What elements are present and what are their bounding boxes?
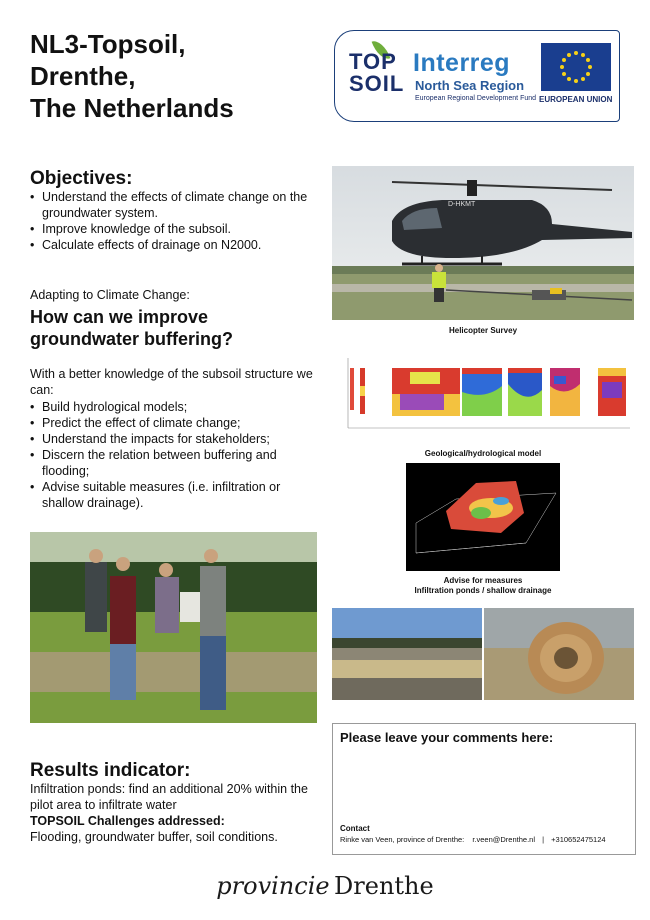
model-caption: Geological/hydrological model xyxy=(424,449,542,458)
challenges-text: Flooding, groundwater buffer, soil conditions. xyxy=(30,830,278,844)
geological-section-chart xyxy=(340,356,630,438)
contact-separator: | xyxy=(542,835,545,844)
contact-label: Contact xyxy=(340,824,370,833)
poster-title xyxy=(30,28,320,124)
list-item: • Calculate effects of drainage on N2000. xyxy=(30,237,310,253)
contact-name: Rinke van Veen, province of Drenthe: xyxy=(340,835,465,844)
provincie-drenthe-logo xyxy=(0,872,650,900)
list-item: • Advise suitable measures (i.e. infiltration or shallow drainage). xyxy=(30,479,320,511)
3d-model-image xyxy=(406,463,560,571)
objectives-list xyxy=(30,189,310,253)
contact-line xyxy=(340,835,606,844)
infiltration-pond-photo xyxy=(332,608,482,700)
challenges-label: TOPSOIL Challenges addressed: xyxy=(30,814,225,828)
adapting-list xyxy=(30,399,320,511)
results-heading: Results indicator: xyxy=(30,760,191,781)
eu-flag-icon xyxy=(541,43,611,91)
topsoil-top: TOP xyxy=(349,49,397,74)
adapting-intro: With a better knowledge of the subsoil structure we can: xyxy=(30,367,313,397)
list-item: • Understand the effects of climate change on the groundwater system. xyxy=(30,189,310,221)
helicopter-registration: D-HKMT xyxy=(448,201,476,208)
list-item: • Discern the relation between buffering and flooding; xyxy=(30,447,320,479)
helicopter-photo xyxy=(332,166,634,320)
footer-drenthe: Drenthe xyxy=(334,872,434,900)
eu-text: EUROPEAN UNION xyxy=(539,95,613,104)
footer-provincie: provincie xyxy=(216,872,330,900)
list-item: • Predict the effect of climate change; xyxy=(30,415,320,431)
list-item: • Understand the impacts for stakeholders; xyxy=(30,431,320,447)
comments-box[interactable] xyxy=(332,723,636,855)
comments-heading: Please leave your comments here: xyxy=(340,730,554,745)
drainage-pipe-photo xyxy=(484,608,634,700)
advise-caption-line: Advise for measures xyxy=(443,576,523,585)
field-team-photo xyxy=(30,532,317,723)
title-line: NL3-Topsoil, xyxy=(30,29,186,59)
adapting-heading: How can we improve groundwater buffering? xyxy=(30,307,233,349)
advise-caption xyxy=(332,576,634,596)
title-line: Drenthe, xyxy=(30,61,136,91)
contact-email[interactable]: r.veen@Drenthe.nl xyxy=(472,835,535,844)
results-text: Infiltration ponds: find an additional 20% within the pilot area to infiltrate water xyxy=(30,782,308,812)
list-item: • Build hydrological models; xyxy=(30,399,320,415)
fund-text: European Regional Development Fund xyxy=(415,95,537,102)
objectives-heading: Objectives: xyxy=(30,168,133,189)
helicopter-caption: Helicopter Survey xyxy=(448,326,518,335)
topsoil-bottom: SOIL xyxy=(349,71,405,96)
region-text: North Sea Region xyxy=(415,78,525,93)
topsoil-logo xyxy=(349,51,404,95)
contact-phone: +310652475124 xyxy=(551,835,606,844)
interreg-text: Interreg xyxy=(413,49,511,77)
title-line: The Netherlands xyxy=(30,93,234,123)
list-item: • Improve knowledge of the subsoil. xyxy=(30,221,310,237)
adapting-kicker: Adapting to Climate Change: xyxy=(30,288,190,302)
interreg-logo xyxy=(334,30,620,122)
advise-caption-line: Infiltration ponds / shallow drainage xyxy=(414,586,552,595)
